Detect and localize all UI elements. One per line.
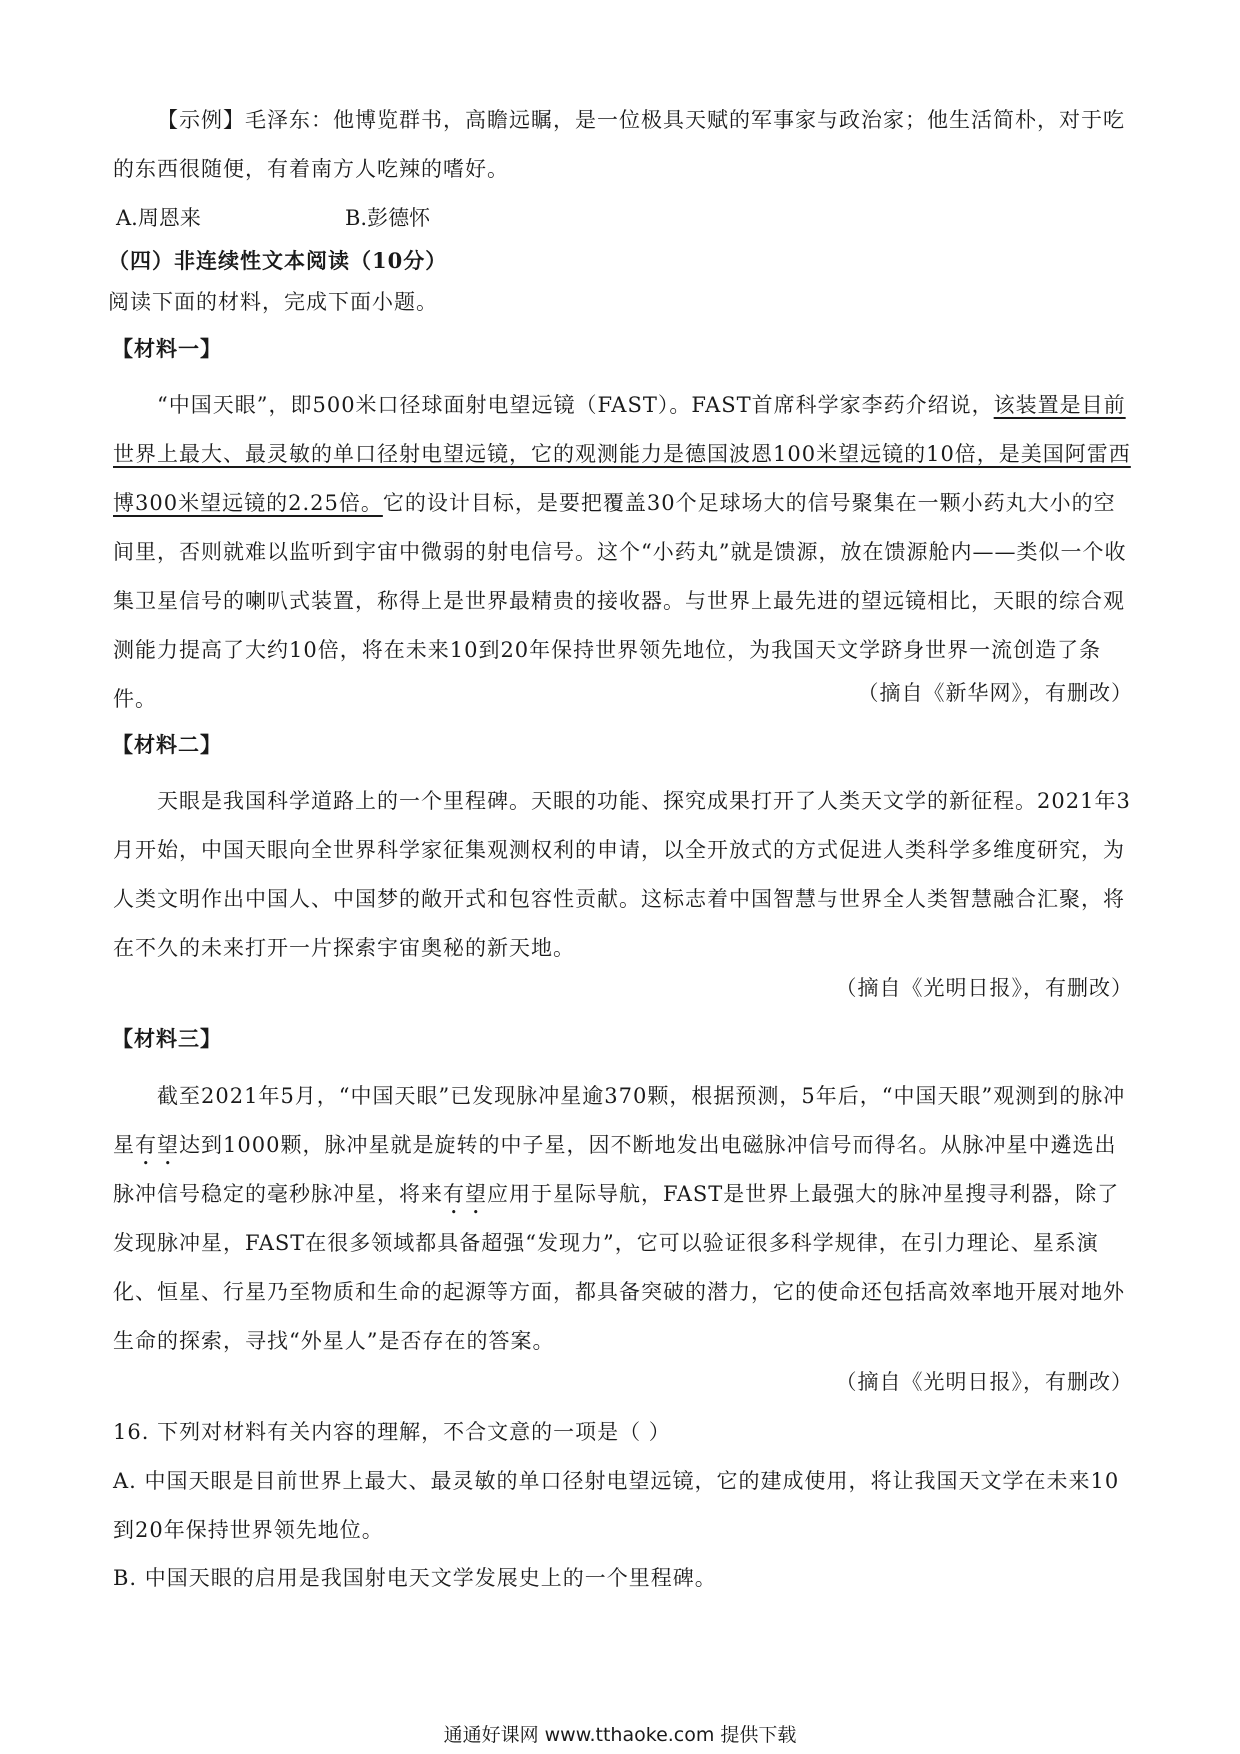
material3-text-1: 截至2021年5月，“中国天眼”已发现脉冲星逾370颗，根据预测，5年后，“中国天眼”观测到的脉冲星: [113, 1084, 1126, 1157]
material3-text-3: 应用于星际导航，FAST是世界上最强大的脉冲星搜寻利器，除了发现脉冲星，FAST在很多领域都具备超强“发现力”，它可以验证很多科学规律，在引力理论、星系演化、恒星、行星乃至物质和生命的起源等方面，都具备突破的潜力，它的使命还包括高效率地开展对地外生命的探索，寻找“外星人”是否存在的答案。: [113, 1182, 1125, 1353]
material3-text-2: 达到1000颗，脉冲星就是旋转的中子星，因不断地发出电磁脉冲信号而得名。从脉冲星中遴选出脉冲信号稳定的毫秒脉冲星，将来: [113, 1133, 1117, 1206]
question16-stem: 16. 下列对材料有关内容的理解，不合文意的一项是（ ）: [113, 1420, 671, 1444]
footer-credit: 通通好课网 www.tthaoke.com 提供下载: [443, 1724, 797, 1746]
material3-emphasis-1: 有望: [135, 1133, 179, 1157]
material1-underlined-sentence: 该装置是目前世界上最大、最灵敏的单口径射电望远镜，它的观测能力是德国波恩100米望远镜的10倍，是美国阿雷西博300米望远镜的2.25倍。: [113, 393, 1131, 515]
material3-paragraph: [113, 1072, 1133, 1366]
material3-heading: 【材料三】: [112, 1026, 222, 1051]
material2-paragraph: 天眼是我国科学道路上的一个里程碑。天眼的功能、探究成果打开了人类天文学的新征程。2021年3月开始，中国天眼向全世界科学家征集观测权利的申请，以全开放式的方式促进人类科学多维度研究，为人类文明作出中国人、中国梦的敞开式和包容性贡献。这标志着中国智慧与世界全人类智慧融合汇聚，将在不久的未来打开一片探索宇宙奥秘的新天地。: [113, 789, 1131, 960]
section-instruction: 阅读下面的材料，完成下面小题。: [108, 290, 438, 314]
material3-source: （摘自《光明日报》，有删改）: [835, 1370, 1133, 1394]
material2-heading: 【材料二】: [112, 732, 222, 757]
example-option-b: B.彭德怀: [345, 206, 431, 230]
material3-emphasis-2: 有望: [443, 1182, 487, 1206]
question16-option-a: A. 中国天眼是目前世界上最大、最灵敏的单口径射电望远镜，它的建成使用，将让我国天文学在未来10到20年保持世界领先地位。: [113, 1469, 1120, 1542]
section-title: （四）非连续性文本阅读（10分）: [108, 248, 448, 273]
material1-text-rest: 它的设计目标，是要把覆盖30个足球场大的信号聚集在一颗小药丸大小的空间里，否则就难以监听到宇宙中微弱的射电信号。这个“小药丸”就是馈源，放在馈源舱内——类似一个收集卫星信号的喇叭式装置，称得上是世界最精贵的接收器。与世界上最先进的望远镜相比，天眼的综合观测能力提高了大约10倍，将在未来10到20年保持世界领先地位，为我国天文学跻身世界一流创造了条件。: [113, 491, 1127, 711]
material2-source: （摘自《光明日报》，有删改）: [835, 976, 1133, 1000]
material1-source: （摘自《新华网》，有删改）: [857, 681, 1133, 705]
material1-text-start: “中国天眼”，即500米口径球面射电望远镜（FAST）。FAST首席科学家李药介绍说，: [157, 393, 994, 417]
material1-heading: 【材料一】: [112, 336, 222, 361]
example-paragraph: 【示例】毛泽东：他博览群书，高瞻远瞩，是一位极具天赋的军事家与政治家；他生活简朴，对于吃的东西很随便，有着南方人吃辣的嗜好。: [113, 108, 1125, 181]
question16-option-b: B. 中国天眼的启用是我国射电天文学发展史上的一个里程碑。: [113, 1566, 717, 1590]
example-option-a: A.周恩来: [116, 206, 201, 230]
